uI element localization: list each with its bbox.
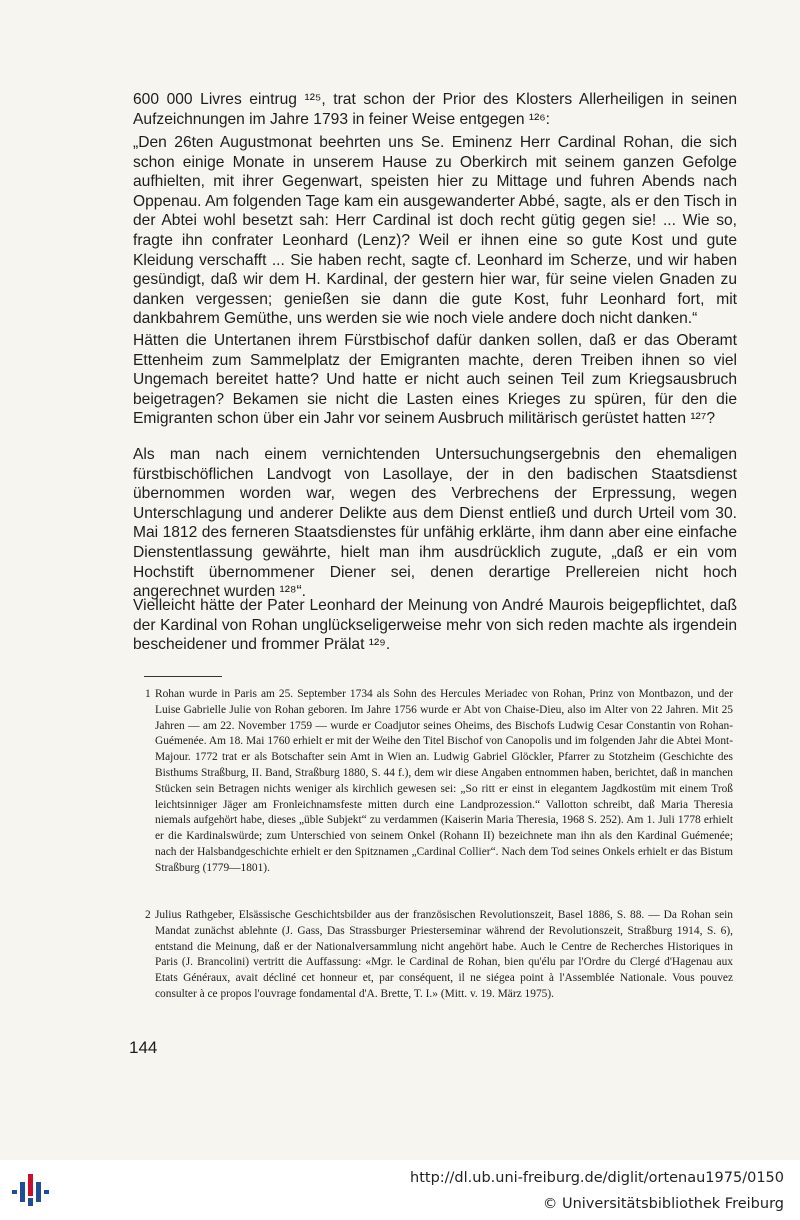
- footnote-number: 2: [145, 909, 151, 921]
- footnote-divider: [144, 676, 222, 677]
- paragraph-3: Hätten die Untertanen ihrem Fürstbischof dafür danken sollen, daß er das Oberamt Ettenheim zum Sammelplatz der Emigranten machte, deren Treiben ihnen so viel Ungemach bereitet hatte? Und hatte er nicht auch seinen Teil zum Kriegsausbruch beigetragen? Bekamen sie nicht die Lasten eines Krieges zu spüren, für den die Emigranten schon über ein Jahr vor seinem Ausbruch militärisch gerüstet hatten ¹²⁷?: [133, 332, 737, 428]
- paragraph-5: Vielleicht hätte der Pater Leonhard der Meinung von André Maurois beigepflichtet, daß der Kardinal von Rohan unglückseligerweise mehr von sich reden machte als irgendein bescheidener und frommer Prälat ¹²⁹.: [133, 597, 737, 654]
- footnote-2: [145, 908, 733, 1003]
- document-url-link[interactable]: http://dl.ub.uni-freiburg.de/diglit/ortenau1975/0150: [410, 1170, 784, 1186]
- footnote-number: 1: [145, 688, 151, 700]
- university-library-logo-icon: [8, 1168, 52, 1212]
- copyright-text: © Universitätsbibliothek Freiburg: [542, 1196, 784, 1212]
- footnote-text: Julius Rathgeber, Elsässische Geschichtsbilder aus der französischen Revolutionszeit, Basel 1886, S. 88. — Da Rohan sein Mandat zunächst ablehnte (J. Gass, Das Strassburger Priesterseminar während der Revolutionszeit, Straßburg 1914, S. 6), entstand die Meinung, daß er der Nationalversammlung nicht angehört habe. Auch le Centre de Recherches Historiques in Paris (J. Brancolini) vertritt die Auffassung: «Mgr. le Cardinal de Rohan, bien qu'élu par l'Ordre du Clergé d'Hagenau aux Etats Généraux, avait décliné cet honneur et, par conséquent, il ne siégea point à l'Assemblée Nationale. Vous pouvez consulter à ce propos l'ouvrage fondamental d'A. Brette, T. I.» (Mitt. v. 19. März 1975).: [155, 909, 733, 1000]
- paragraph-2-quote: „Den 26ten Augustmonat beehrten uns Se. Eminenz Herr Cardinal Rohan, die sich schon einige Monate in unserem Hause zu Oberkirch mit seinem ganzen Gefolge aufhielten, mit ihrer Gegenwart, speisten hier zu Mittage und fuhren Abends nach Oppenau. Am folgenden Tage kam ein ausgewanderter Abbé, sagte, als er den Tisch in der Abtei wohl besetzt sah: Herr Cardinal ist doch recht gütig gegen sie! ... Wie so, fragte ihn confrater Leonhard (Lenz)? Weil er ihnen eine so gute Kost und gute Kleidung verschafft ... Sie haben recht, sagte cf. Leonhard im Scherze, und wir haben gesündigt, daß wir dem H. Kardinal, der gestern hier war, für seine vielen Gnaden zu danken vergessen; genießen sie dann die gute Kost, fuhr Leonhard fort, mit dankbahrem Gemüthe, uns werden sie wie noch viele andere doch nicht danken.“: [133, 134, 737, 328]
- footnote-text: Rohan wurde in Paris am 25. September 1734 als Sohn des Hercules Meriadec von Rohan, Prinz von Montbazon, und der Luise Gabrielle Julie von Rohan geboren. Im Jahre 1756 wurde er Abt von Chaise-Dieu, also im Alter von 22 Jahren. Mit 25 Jahren — am 22. November 1759 — wurde er Coadjutor seines Oheims, des Bischofs Ludwig Cesar Constantin von Rohan-Guémenée. Am 18. Mai 1760 erhielt er mit der Weihe den Titel Bischof von Canopolis und im folgenden Jahr die Abtei Mont-Majour. 1772 trat er als Botschafter sein Amt in Wien an. Ludwig Gabriel Glöckler, Pfarrer zu Stotzheim (Geschichte des Bisthums Straßburg, II. Band, Straßburg 1880, S. 44 f.), dem wir diese Angaben entnommen haben, berichtet, daß in manchen Stücken sein Betragen nichts weniger als kirchlich gewesen sei: „So ritt er einst in elegantem Jagdkostüm mit einem Troß leichtsinniger Jäger am Fronleichnamsfeste mitten durch eine Landprozession.“ Vallotton schreibt, daß Maria Theresia niemals aufgehört habe, dieses „üble Subjekt“ zu verdammen (Kaiserin Maria Theresia, 1968 S. 252). Am 1. Juli 1778 erhielt er die Kardinalswürde; zum Unterschied von seinem Onkel (Rohann II) bezeichnete man ihn als den Kardinal Guémenée; nach der Halsbandgeschichte erhielt er den Spitznamen „Cardinal Collier“. Nach dem Tod seines Onkels erhielt er das Bistum Straßburg (1779—1801).: [155, 688, 733, 874]
- viewer-footer: [0, 1160, 800, 1220]
- paragraph-1: 600 000 Livres eintrug ¹²⁵, trat schon der Prior des Klosters Allerheiligen in seinen Aufzeichnungen im Jahre 1793 in feiner Weise entgegen ¹²⁶:: [133, 91, 737, 128]
- paragraph-4: Als man nach einem vernichtenden Untersuchungsergebnis den ehemaligen fürstbischöflichen Landvogt von Lasollaye, der in den badischen Staatsdienst übernommen worden war, wegen des Verbrechens der Erpressung, wegen Unterschlagung und anderer Delikte aus dem Dienst entließ und durch Urteil vom 30. Mai 1812 des ferneren Staatsdienstes für unfähig erklärte, ihm dann aber eine einfache Dienstentlassung gewährte, hielt man ihm ausdrücklich zugute, „daß er ein vom Hochstift übernommener Diener sei, denen derartige Prellereien nicht hoch angerechnet wurden ¹²⁸“.: [133, 446, 737, 601]
- page-number: 144: [129, 1038, 158, 1057]
- footnote-1: [145, 687, 733, 877]
